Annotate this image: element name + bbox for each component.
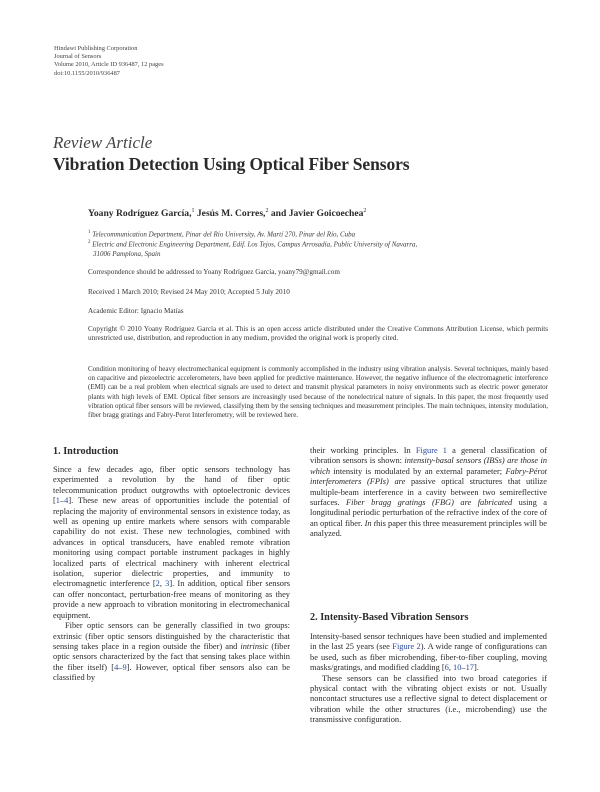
figure-link[interactable]: Figure 1 xyxy=(415,446,447,455)
author-2-affiliation: 2 xyxy=(265,208,269,214)
text: intensity is modulated by an external parameter; xyxy=(330,466,506,476)
text: , xyxy=(159,579,166,589)
text: intensity-basal sensors (IBSs) are those in which xyxy=(310,456,548,476)
author-list xyxy=(88,208,366,219)
text: (fiber optic sensors characterized by the fact that sensing takes place within the fiber itself) [ xyxy=(53,641,290,672)
journal-name: Journal of Sensors xyxy=(54,53,102,61)
author-1[interactable]: Yoany Rodríguez García, xyxy=(88,208,192,220)
intro-continuation xyxy=(310,446,547,540)
text: his paper this three measurement principles will be analyzed. xyxy=(310,518,547,539)
column-2-intro xyxy=(310,446,547,540)
text: In t xyxy=(364,518,377,528)
dates: Received 1 March 2010; Revised 24 May 2010; Accepted 5 July 2010 xyxy=(88,288,290,296)
author-3[interactable]: and Javier Goicoechea xyxy=(268,208,364,220)
figure-link[interactable]: Figure 2 xyxy=(392,642,421,652)
section-1-body xyxy=(53,465,290,684)
section-1-paragraph-1 xyxy=(53,465,290,621)
section-2-paragraph-1 xyxy=(310,632,547,674)
text: ). A wide range of configurations can be used, such as fiber microbending, fiber-to-fiber coupling, moving masks/gratings, and modified cladding [ xyxy=(310,642,547,673)
text: ]. xyxy=(473,663,479,673)
section-2-body xyxy=(310,632,547,726)
text: their working principles. In xyxy=(310,446,416,455)
text: – xyxy=(59,496,65,506)
section-1-paragraph-2 xyxy=(53,621,290,683)
text: Fabry-Pérot interferometers (FPIs) are xyxy=(310,466,547,487)
academic-editor: Academic Editor: Ignacio Matías xyxy=(88,307,184,315)
text: using a longitudinal periodic perturbation of the refractive index of the core of an optical fiber. xyxy=(310,498,547,528)
affiliation-1-number: 1 xyxy=(88,230,91,235)
affiliation-2-city: 31006 Pamplona, Spain xyxy=(93,249,161,258)
affiliation-2-number: 2 xyxy=(88,240,91,245)
citation-link[interactable]: 1 xyxy=(55,496,60,506)
text: ]. These new areas of opportunities include the potential of replacing the majority of environmental sensors in existence today, as well as opening up entire markets where sensors with comparable capability do not exist. These new technologies, combined with advances in optical transducers, have enabled remote vibration monitoring using compact portable instrument packages in highly localized parts of electrical machinery with inherent electrical isolation, superior dielectric properties, and immunity to electromagnetic interference [ xyxy=(53,496,290,589)
section-1-title: 1. Introduction xyxy=(53,446,119,457)
citation-link[interactable]: 4 xyxy=(64,496,69,506)
article-type: Review Article xyxy=(53,133,153,152)
citation-link[interactable]: 6 xyxy=(444,663,449,673)
journal-header xyxy=(54,45,164,78)
author-3-affiliation: 2 xyxy=(363,208,367,214)
author-2[interactable]: Jesús M. Corres, xyxy=(194,208,266,220)
text: Since a few decades ago, fiber optic sensors technology has experimented a revolution by the hand of fiber optic telecommunication product outgrowths with optoelectronic devices [ xyxy=(53,465,290,506)
section-2-title: 2. Intensity-Based Vibration Sensors xyxy=(310,612,469,623)
text: Intensity-based sensor techniques have been studied and implemented in the last 25 years (see xyxy=(310,632,547,652)
text: Fiber bragg gratings (FBG) are fabricated xyxy=(346,498,513,508)
text: – xyxy=(461,663,466,673)
abstract: Condition monitoring of heavy electromechanical equipment is commonly accomplished in the industry using vibration analysis. Several techniques, mainly based on capacitive and piezoelectric accelerometers, have been applied for predictive maintenance. However, the negative influence of the electromagnetic interference (EMI) can be a real problem when electrical signals are used to detect and transmit physical parameters in noisy environments such as electric power generator plants with high levels of EMI. Optical fiber sensors are increasingly used because of the nonelectrical nature of signals. In this paper, the most frequently used vibration optical fiber sensors will be reviewed, classifying them by the sensing techniques and measurement principles. The main techniques, intensity modulation, fiber bragg gratings and Fabry-Perot Interferometry, will be reviewed here. xyxy=(88,365,548,420)
section-2-paragraph-2: These sensors can be classified into two broad categories if physical contact with the vibrating object exists or not. Usually noncontact structures use a reflective signal to detect displacement or vibration while the other structures (i.e., microbending) use the transmissive configuration. xyxy=(310,673,547,725)
affiliation-2 xyxy=(88,238,548,259)
text: a general classification of vibration sensors is shown: xyxy=(310,446,547,466)
text: ]. In addition, optical fiber sensors can offer noncontact, perturbation-free means of monitoring as they provide a new approach to vibration monitoring in electromechanical equipment. xyxy=(53,579,290,620)
doi[interactable]: doi:10.1155/2010/936487 xyxy=(54,69,120,77)
citation-link[interactable]: 2 xyxy=(155,579,160,589)
citation-link[interactable]: 4 xyxy=(114,662,119,672)
text: passive optical structures that utilize multiple-beam interference in a cavity between two semireflective surfaces. xyxy=(310,477,547,508)
article-title: Vibration Detection Using Optical Fiber Sensors xyxy=(53,154,410,174)
text: Fiber optic sensors can be generally classified in two groups: extrinsic (fiber optic sensors distinguished by the characteristic that sensing takes place in a region outside the fiber) and xyxy=(53,621,290,651)
affiliation-2-text: Electric and Electronic Engineering Department, Edif. Los Tejos, Campus Arrosadía, Public University of Navarra, xyxy=(90,240,418,249)
affiliation-1-text: Telecommunication Department, Pinar del Río University, Av. Martí 270, Pinar del Río, Cuba xyxy=(90,230,356,239)
text: ]. However, optical fiber sensors also can be classified by xyxy=(53,662,290,683)
text: intrinsic xyxy=(240,641,269,651)
citation-link[interactable]: 17 xyxy=(465,663,474,673)
citation-link[interactable]: 3 xyxy=(165,579,170,589)
citation-link[interactable]: 9 xyxy=(122,662,127,672)
author-1-affiliation: 1 xyxy=(191,208,195,214)
copyright-notice: Copyright © 2010 Yoany Rodríguez García et al. This is an open access article distributed under the Creative Commons Attribution License, which permits unrestricted use, distribution, and reproduction in any medium, provided the original work is properly cited. xyxy=(88,325,548,343)
volume-info: Volume 2010, Article ID 936487, 12 pages xyxy=(54,61,164,69)
citation-link[interactable]: 10 xyxy=(453,663,462,673)
correspondence: Correspondence should be addressed to Yoany Rodríguez García, yoany79@gmail.com xyxy=(88,268,340,276)
text: , xyxy=(448,663,454,673)
text: – xyxy=(118,662,123,672)
publisher: Hindawi Publishing Corporation xyxy=(54,45,138,52)
